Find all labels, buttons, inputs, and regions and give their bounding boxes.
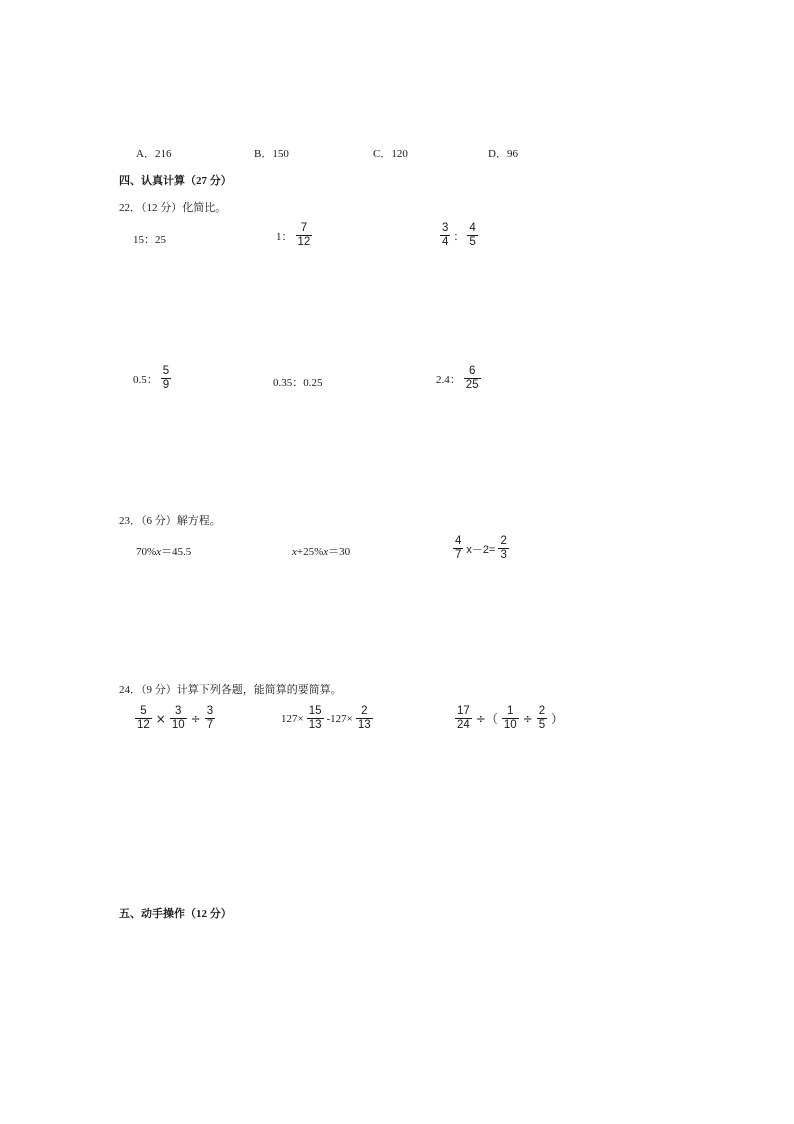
equation-term: x－2= (466, 543, 496, 556)
numerator: 1 (507, 705, 514, 717)
numerator: 4 (455, 535, 462, 547)
fraction (502, 705, 519, 732)
divide-sign: ÷（ (475, 712, 498, 726)
q23-equation-3 (452, 535, 510, 562)
denominator: 25 (465, 379, 479, 391)
q22-item-4-lead: 0.5： (133, 373, 158, 386)
choice-b-letter: B． (254, 148, 273, 160)
choice-c (373, 145, 408, 161)
denominator: 10 (171, 719, 185, 731)
variable-x: x (323, 546, 329, 558)
q22-item-3 (439, 222, 479, 249)
denominator: 7 (206, 719, 214, 731)
choice-d-value: 96 (506, 148, 518, 160)
numerator: 2 (538, 705, 546, 717)
equation-term: ＝30 (328, 546, 351, 558)
q24-expression-2 (281, 705, 374, 732)
expression-term: -127× (326, 712, 353, 725)
denominator: 5 (469, 236, 476, 248)
numerator: 3 (206, 705, 214, 717)
denominator: 10 (503, 719, 517, 731)
choice-b-value: 150 (272, 148, 289, 160)
denominator: 12 (137, 719, 150, 731)
numerator: 3 (175, 705, 182, 717)
q22-item-6 (436, 365, 482, 392)
fraction (161, 365, 171, 392)
numerator: 7 (300, 222, 308, 234)
fraction (498, 535, 508, 562)
divide-sign: ÷ (522, 711, 533, 726)
denominator: 12 (297, 236, 311, 248)
q23-heading: 23．（6 分）解方程。 (119, 515, 221, 527)
choice-a-value: 216 (154, 148, 172, 160)
denominator: 13 (357, 719, 371, 731)
q22-heading: 22．（12 分）化简比。 (119, 202, 227, 214)
fraction (440, 222, 450, 249)
fraction (453, 535, 463, 562)
choice-b (254, 145, 289, 161)
numerator: 2 (500, 535, 507, 547)
numerator: 5 (140, 705, 147, 717)
denominator: 5 (538, 719, 546, 731)
fraction (467, 222, 477, 249)
expression-term: 127× (281, 712, 304, 725)
fraction (537, 705, 547, 732)
denominator: 3 (500, 549, 507, 561)
choice-a-letter: A． (136, 148, 155, 160)
q23-equation-1 (136, 543, 191, 559)
choice-c-value: 120 (391, 148, 408, 160)
q23-equation-2 (292, 543, 350, 559)
fraction (135, 705, 152, 732)
fraction (356, 705, 373, 732)
q24-expression-1 (134, 705, 216, 732)
variable-x: x (292, 546, 297, 558)
fraction (455, 705, 472, 732)
choice-a (136, 145, 171, 161)
variable-x: x (156, 546, 162, 558)
denominator: 7 (455, 549, 462, 561)
numerator: 2 (361, 705, 368, 717)
numerator: 15 (308, 705, 322, 717)
fraction (296, 222, 313, 249)
fraction (307, 705, 324, 732)
q24-heading: 24．（9 分）计算下列各题，能简算的要简算。 (119, 684, 342, 696)
numerator: 17 (457, 705, 470, 717)
choice-d-letter: D． (488, 148, 507, 160)
choice-d (488, 145, 518, 161)
multiply-sign: × (155, 711, 166, 726)
q22-item-5: 0.35：0.25 (273, 377, 323, 389)
q22-item-4 (133, 365, 172, 392)
choice-c-letter: C． (373, 148, 392, 160)
denominator: 13 (308, 719, 322, 731)
section-4-title: 四、认真计算（27 分） (119, 175, 232, 187)
equation-term: +25% (296, 546, 324, 558)
numerator: 6 (468, 365, 476, 377)
numerator: 4 (469, 222, 476, 234)
divide-sign: ÷ (190, 711, 201, 726)
equation-term: ＝45.5 (161, 546, 192, 558)
denominator: 4 (442, 236, 449, 248)
close-paren: ） (551, 712, 564, 726)
q22-item-2 (276, 222, 313, 249)
denominator: 9 (162, 379, 170, 391)
equation-term: 70% (136, 546, 157, 558)
fraction (170, 705, 187, 732)
fraction (205, 705, 215, 732)
q22-item-1: 15：25 (133, 234, 166, 246)
numerator: 5 (162, 365, 170, 377)
q22-item-2-lead: 1： (276, 230, 293, 243)
q24-expression-3 (454, 705, 564, 732)
q22-item-6-lead: 2.4： (436, 373, 461, 386)
denominator: 24 (457, 719, 470, 731)
fraction (464, 365, 481, 392)
ratio-sign: ： (453, 230, 465, 243)
numerator: 3 (442, 222, 449, 234)
section-5-title: 五、动手操作（12 分） (119, 908, 232, 920)
